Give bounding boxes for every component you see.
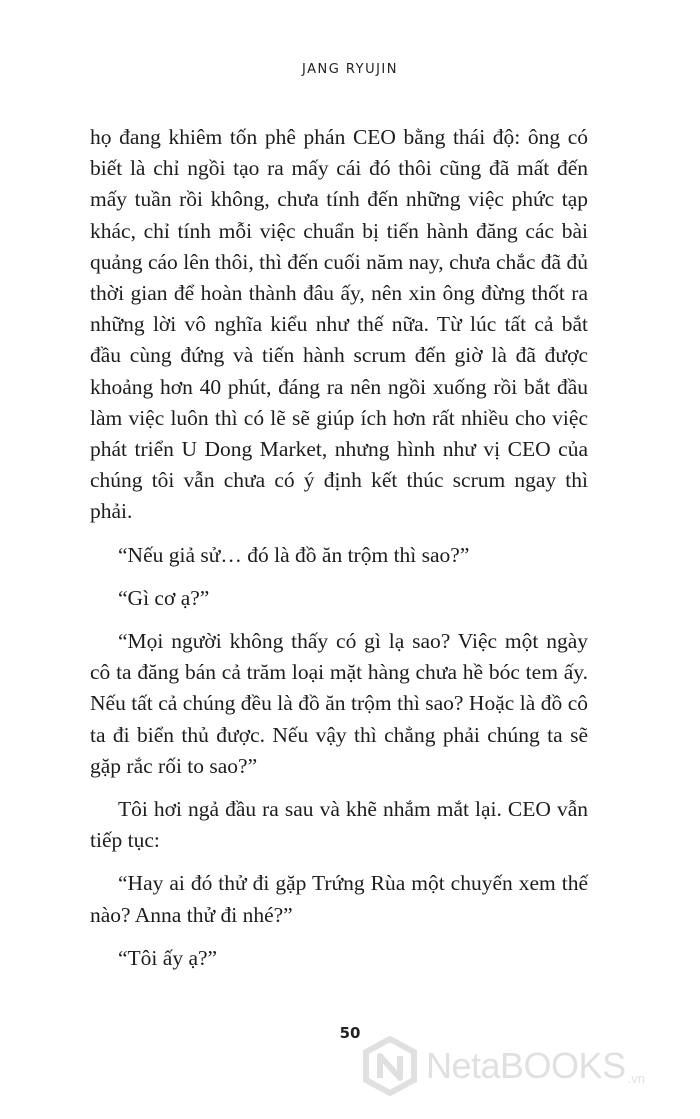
page-number: 50 <box>339 1024 361 1042</box>
body-text <box>90 122 588 986</box>
paragraph: Tôi hơi ngả đầu ra sau và khẽ nhắm mắt lại. CEO vẫn tiếp tục: <box>90 797 588 853</box>
running-header: JANG RYUJIN <box>302 62 398 77</box>
watermark <box>362 1036 645 1096</box>
paragraph: “Nếu giả sử… đó là đồ ăn trộm thì sao?” <box>118 542 470 567</box>
watermark-brand: NetaBOOKS <box>426 1045 626 1086</box>
paragraph: “Tôi ấy ạ?” <box>118 945 218 970</box>
paragraph: họ đang khiêm tốn phê phán CEO bằng thái độ: ông có biết là chỉ ngồi tạo ra mấy cái đó thôi cũng đã mất đến mấy tuần rồi không, chưa tính đến những việc phức tạp khác, chỉ tính mỗi việc chuẩn bị tiến hành đăng các bài quảng cáo lên thôi, thì đến cuối năm nay, chưa chắc đã đủ thời gian để hoàn thành đâu ấy, nên xin ông đừng thốt ra những lời vô nghĩa kiểu như thế nữa. Từ lúc tất cả bắt đầu cùng đứng và tiến hành scrum đến giờ là đã được khoảng hơn 40 phút, đáng ra nên ngồi xuống rồi bắt đầu làm việc luôn thì có lẽ sẽ giúp ích hơn rất nhiều cho việc phát triển U Dong Market, nhưng hình như vị CEO của chúng tôi vẫn chưa có ý định kết thúc scrum ngay thì phải. <box>90 125 588 524</box>
paragraph: “Mọi người không thấy có gì lạ sao? Việc một ngày cô ta đăng bán cả trăm loại mặt hàng chưa hề bóc tem ấy. Nếu tất cả chúng đều là đồ ăn trộm thì sao? Hoặc là đồ cô ta đi biển thủ được. Nếu vậy thì chẳng phải chúng ta sẽ gặp rắc rối to sao?” <box>90 629 588 778</box>
paragraph: “Hay ai đó thử đi gặp Trứng Rùa một chuyến xem thế nào? Anna thử đi nhé?” <box>90 871 588 927</box>
watermark-suffix: .vn <box>627 1071 645 1086</box>
neta-logo-icon <box>362 1036 418 1096</box>
paragraph: “Gì cơ ạ?” <box>118 585 210 610</box>
